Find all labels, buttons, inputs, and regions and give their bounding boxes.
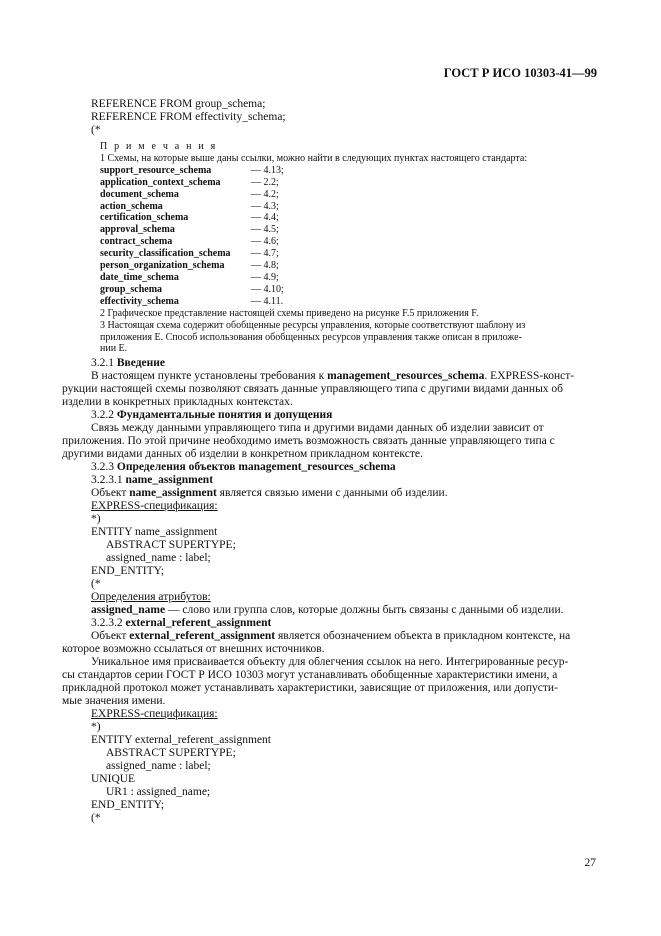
code-line: ABSTRACT SUPERTYPE; [106,539,236,552]
schema-name: contract_schema [100,236,173,248]
section-number: 3.2.3 [91,461,114,474]
entity-name: name_assignment [129,487,217,500]
schema-clause-ref: — 2.2; [251,176,279,188]
schema-clause-ref: — 4.11. [251,295,284,307]
section-3-2-3-heading [62,461,598,474]
paragraph-line: Уникальное имя присваивается объекту для облегчения ссылок на него. Интегрированные ресур- [91,656,569,669]
section-title: Определения объектов management_resources_schema [116,461,396,474]
schema-list [62,165,598,308]
section-title: Введение [116,357,165,370]
paragraph-line: изделии в конкретных прикладных контекстах. [62,396,293,409]
text: Объект [91,630,130,643]
schema-row [62,177,598,189]
schema-row [62,236,598,248]
code-line: (* [91,812,101,825]
schema-name: group_schema [100,283,163,295]
code-line: ENTITY name_assignment [91,526,218,539]
code-line: UNIQUE [91,773,136,786]
schema-clause-ref: — 4.13; [251,164,284,176]
schema-clause-ref: — 4.7; [251,248,279,260]
schema-row [62,165,598,177]
section-3-2-1-heading [62,357,598,370]
code-line: REFERENCE FROM effectivity_schema; [91,111,286,123]
schema-clause-ref: — 4.9; [251,271,279,283]
text: В настоящем пункте установлены требования к [91,370,328,383]
schema-name: action_schema [100,200,163,212]
paragraph-line [62,370,598,383]
paragraph-line [62,630,598,643]
note-2: 2 Графическое представление настоящей схемы приведено на рисунке F.5 приложения F. [100,307,479,319]
schema-name: support_resource_schema [100,164,212,176]
schema-row [62,189,598,201]
attribute-name: assigned_name [91,604,166,617]
text: является обозначением объекта в прикладном контексте, на [275,630,571,643]
paragraph-line [62,487,598,500]
paragraph-line: Связь между данными управляющего типа и другими видами данных об изделии зависит от [91,422,544,435]
note-3: 3 Настоящая схема содержит обобщенные ресурсы управления, которые соответствуют шаблону из [100,319,526,331]
code-line: assigned_name : label; [106,760,211,773]
schema-clause-ref: — 4.3; [251,200,279,212]
text: — слово или группа слов, которые должны быть связаны с данными об изделии. [165,604,564,617]
schema-clause-ref: — 4.10; [251,283,284,295]
code-line: (* [91,578,101,591]
schema-name: application_context_schema [100,176,221,188]
document-header: ГОСТ Р ИСО 10303-41—99 [443,66,597,80]
text: является связью имени с данными об изделии. [216,487,448,500]
schema-clause-ref: — 4.5; [251,224,279,236]
schema-row [62,212,598,224]
section-number: 3.2.3.1 [91,474,123,487]
schema-clause-ref: — 4.4; [251,212,279,224]
page-content [62,98,598,825]
section-title: Фундаментальные понятия и допущения [116,409,333,422]
section-number: 3.2.1 [91,357,114,370]
paragraph-line [62,604,598,617]
code-line: END_ENTITY; [91,799,165,812]
attribute-definitions-label: Определения атрибутов: [91,591,211,604]
schema-row [62,224,598,236]
code-line: ABSTRACT SUPERTYPE; [106,747,236,760]
schema-row [62,260,598,272]
schema-name: effectivity_schema [100,295,179,307]
notes-block [62,141,598,355]
schema-row [62,272,598,284]
schema-row [62,296,598,308]
schema-clause-ref: — 4.6; [251,236,279,248]
note-3-cont: приложения E. Способ использования обобщенных ресурсов управления также описан в приложе- [100,331,522,343]
paragraph-line: рукции настоящей схемы позволяют связать данные управляющего типа с другими видами данных об [62,383,564,396]
text: . EXPRESS-конст- [484,370,575,383]
paragraph-line: приложения. По этой причине необходимо иметь возможность связать данные управляющего типа с [62,435,555,448]
schema-name: date_time_schema [100,271,179,283]
schema-clause-ref: — 4.2; [251,188,279,200]
paragraph-line: сы стандартов серии ГОСТ Р ИСО 10303 могут устанавливать обобщенные характеристики имени, а [62,669,558,682]
paragraph-line: мые значения имени. [62,695,166,708]
section-title: external_referent_assignment [125,617,272,630]
paragraph-line: другими видами данных об изделии в конкретном прикладном контексте. [62,448,423,461]
express-spec-label: EXPRESS-спецификация: [91,708,218,721]
express-spec-label: EXPRESS-спецификация: [91,500,218,513]
schema-name: approval_schema [100,224,175,236]
code-line: *) [91,513,101,526]
note-3-end: нии E. [100,343,128,355]
code-line: END_ENTITY; [91,565,165,578]
code-line: *) [91,721,101,734]
notes-heading: П р и м е ч а н и я [100,141,218,152]
section-number: 3.2.3.2 [91,617,123,630]
schema-row [62,248,598,260]
schema-row [62,284,598,296]
schema-name: document_schema [100,188,179,200]
schema-name: management_resources_schema [327,370,485,383]
section-3-2-3-2-heading [62,617,598,630]
code-line: REFERENCE FROM group_schema; [91,98,266,110]
schema-name: person_organization_schema [100,260,225,272]
section-3-2-2-heading [62,409,598,422]
section-number: 3.2.2 [91,409,114,422]
entity-name: external_referent_assignment [129,630,276,643]
schema-name: security_classification_schema [100,248,231,260]
section-title: name_assignment [125,474,214,487]
code-line: ENTITY external_referent_assignment [91,734,271,747]
note-1: 1 Схемы, на которые выше даны ссылки, можно найти в следующих пунктах настоящего стандарта: [100,152,528,164]
paragraph-line: которое возможно ссылаться от внешних источников. [62,643,325,656]
page-number: 27 [584,857,596,869]
schema-name: certification_schema [100,212,189,224]
schema-row [62,201,598,213]
paragraph-line: прикладной протокол может устанавливать характеристики, зависящие от приложения, или допусти- [62,682,558,695]
text: Объект [91,487,130,500]
code-line: (* [91,124,101,136]
code-line: assigned_name : label; [106,552,211,565]
schema-clause-ref: — 4.8; [251,260,279,272]
code-line: UR1 : assigned_name; [106,786,211,799]
section-3-2-3-1-heading [62,474,598,487]
